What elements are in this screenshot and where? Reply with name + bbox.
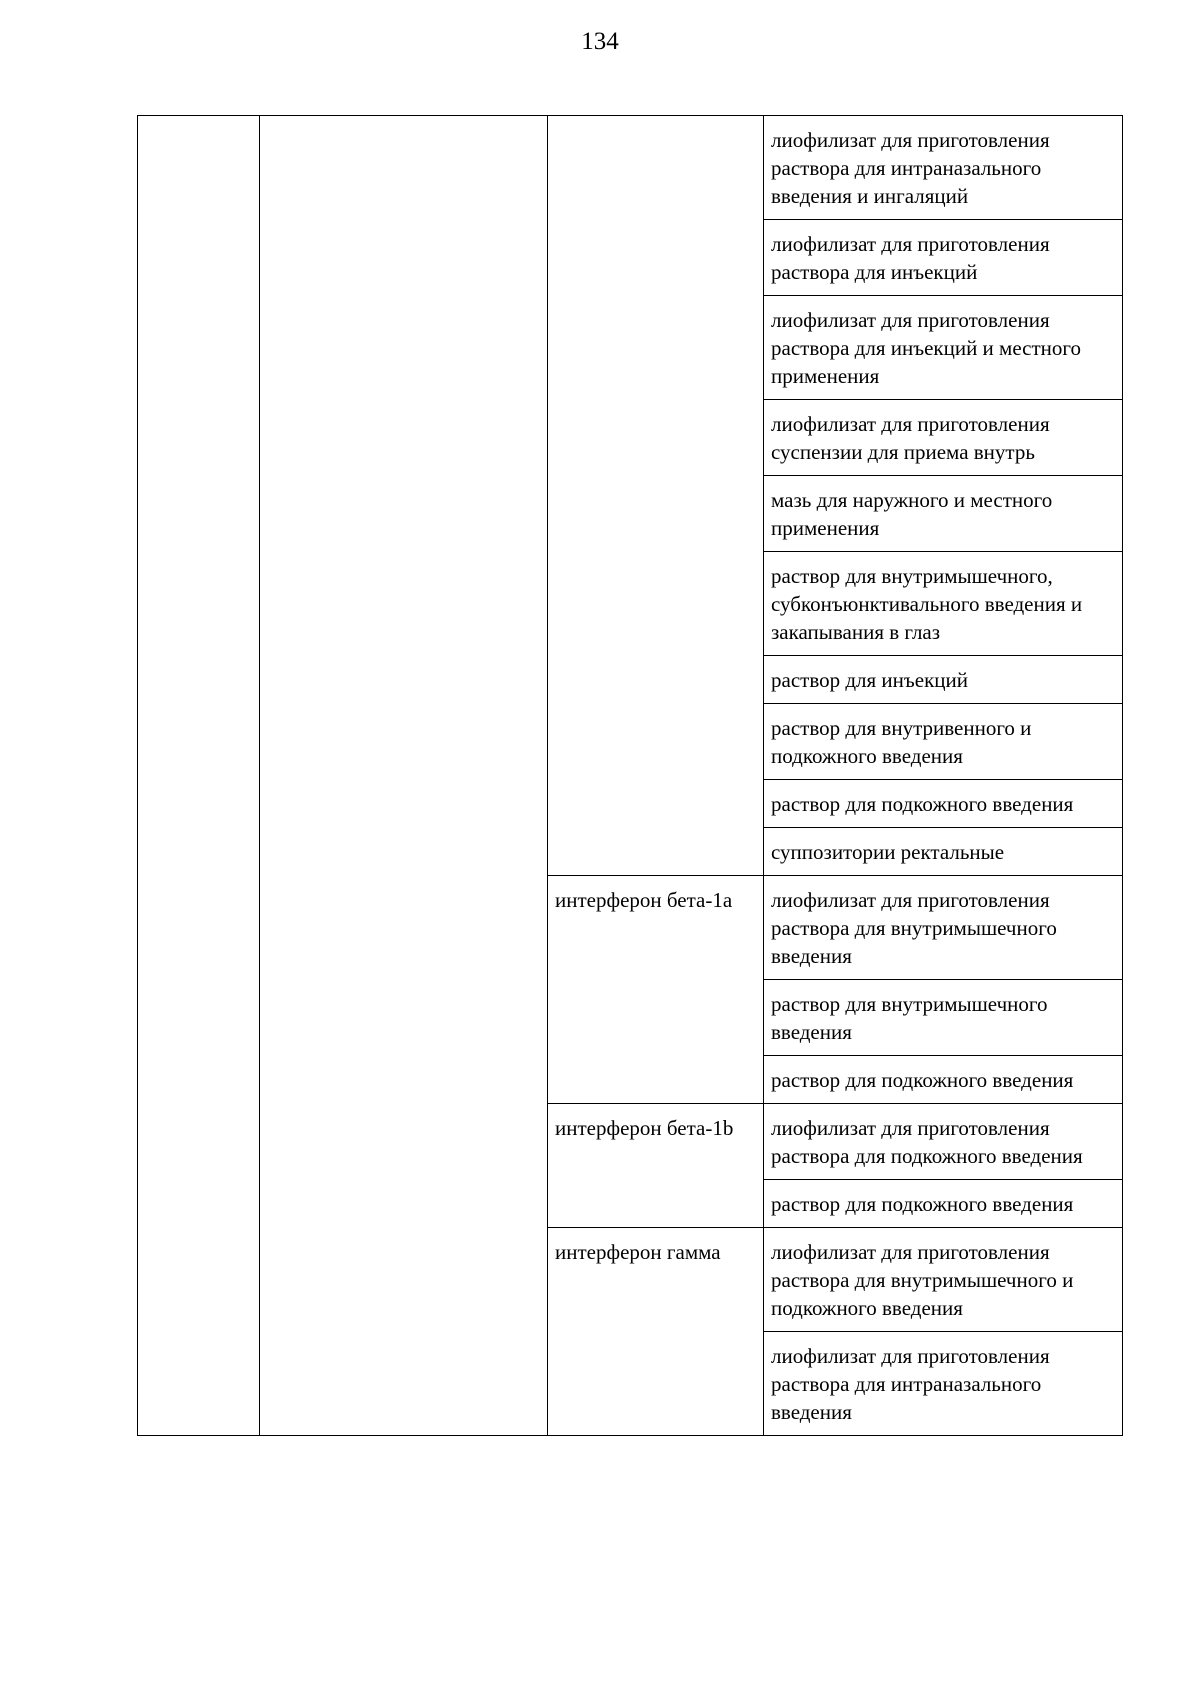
- drug-name-cell: интерферон гамма: [548, 1228, 764, 1436]
- dosage-form-cell: лиофилизат для приготовления суспензии для приема внутрь: [764, 400, 1123, 476]
- dosage-form-cell: раствор для инъекций: [764, 656, 1123, 704]
- dosage-form-cell: суппозитории ректальные: [764, 828, 1123, 876]
- dosage-form-cell: мазь для наружного и местного применения: [764, 476, 1123, 552]
- dosage-form-cell: лиофилизат для приготовления раствора для интраназального введения: [764, 1332, 1123, 1436]
- table-body: [138, 116, 1123, 1436]
- group-name-cell: [260, 116, 548, 1436]
- dosage-form-cell: лиофилизат для приготовления раствора для внутримышечного введения: [764, 876, 1123, 980]
- dosage-form-cell: раствор для внутримышечного, субконъюнктивального введения и закапывания в глаз: [764, 552, 1123, 656]
- code-cell: [138, 116, 260, 1436]
- dosage-form-cell: раствор для внутримышечного введения: [764, 980, 1123, 1056]
- dosage-form-cell: лиофилизат для приготовления раствора для интраназального введения и ингаляций: [764, 116, 1123, 220]
- dosage-form-cell: раствор для подкожного введения: [764, 1056, 1123, 1104]
- drug-name-cell: интерферон бета-1b: [548, 1104, 764, 1228]
- drug-name-cell: интерферон бета-1a: [548, 876, 764, 1104]
- table-row: [138, 116, 1123, 220]
- page-number: 134: [581, 28, 619, 55]
- dosage-form-cell: лиофилизат для приготовления раствора для инъекций: [764, 220, 1123, 296]
- dosage-form-cell: лиофилизат для приготовления раствора для инъекций и местного применения: [764, 296, 1123, 400]
- drug-name-cell: [548, 116, 764, 876]
- dosage-form-cell: лиофилизат для приготовления раствора для внутримышечного и подкожного введения: [764, 1228, 1123, 1332]
- dosage-form-cell: лиофилизат для приготовления раствора для подкожного введения: [764, 1104, 1123, 1180]
- dosage-form-cell: раствор для внутривенного и подкожного введения: [764, 704, 1123, 780]
- dosage-form-cell: раствор для подкожного введения: [764, 780, 1123, 828]
- drug-table: [137, 115, 1123, 1436]
- dosage-form-cell: раствор для подкожного введения: [764, 1180, 1123, 1228]
